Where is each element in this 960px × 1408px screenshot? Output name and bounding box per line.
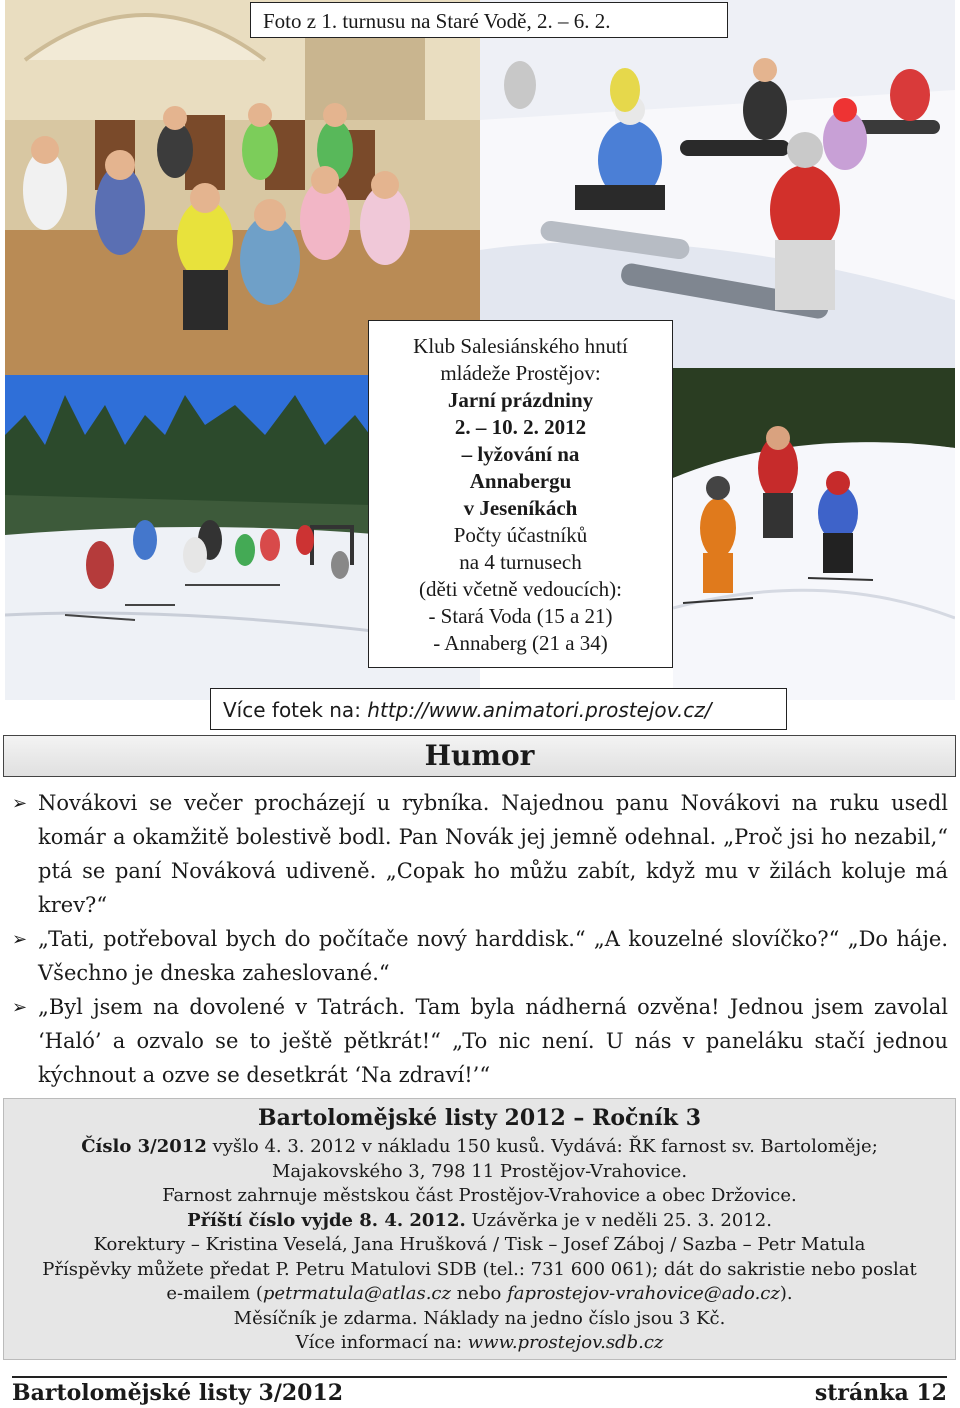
photo-indoor-children (5, 0, 480, 375)
email-line (4, 1282, 955, 1307)
address-line: Majakovského 3, 798 11 Prostějov-Vrahovice. (271, 1160, 688, 1182)
more-info-line (4, 1331, 955, 1356)
joke-item (12, 990, 948, 1092)
info-line-9: na 4 turnusech (459, 550, 582, 574)
credits-line: Korektury – Kristina Veselá, Jana Hrušková / Tisk – Josef Záboj / Sazba – Petr Matula (93, 1234, 866, 1255)
email-separator: nebo (451, 1283, 508, 1304)
more-photos-link[interactable]: http://www.animatori.prostejov.cz/ (367, 698, 712, 722)
page-footer (12, 1376, 947, 1408)
bullet-arrow-icon: ➢ (12, 997, 28, 1018)
joke-item (12, 786, 948, 922)
page-footer-title: Bartolomějské listy 3/2012 (12, 1380, 344, 1406)
info-line-10: (děti včetně vedoucích): (419, 577, 622, 601)
jokes-list (12, 786, 948, 1092)
deadline: Uzávěrka je v neděli 25. 3. 2012. (465, 1209, 772, 1231)
info-line-8: Počty účastníků (453, 523, 588, 547)
contrib-line: Příspěvky můžete předat P. Petru Matulovi SDB (tel.: 731 600 061); dát do sakristie nebo poslat (42, 1258, 917, 1280)
info-line-5: – lyžování na (461, 442, 580, 466)
next-issue-line (4, 1209, 955, 1234)
info-line-3: Jarní prázdniny (447, 388, 594, 412)
info-line-4: 2. – 10. 2. 2012 (454, 415, 587, 439)
email-link-2[interactable]: faprostejov-vrahovice@ado.cz (507, 1283, 780, 1304)
info-line-1: Klub Salesiánského hnutí (413, 334, 628, 358)
info-line-7: v Jeseníkách (463, 496, 578, 520)
issue-number: Číslo 3/2012 (81, 1136, 207, 1157)
bullet-arrow-icon: ➢ (12, 929, 28, 950)
joke-text: „Tati, potřeboval bych do počítače nový harddisk.“ „A kouzelné slovíčko?“ „Do háje. Všechno je dneska zaheslované.“ (38, 927, 948, 985)
publication-info-box (3, 1098, 956, 1360)
next-issue-date: Příští číslo vyjde 8. 4. 2012. (187, 1209, 466, 1231)
joke-text: Novákovi se večer procházejí u rybníka. Najednou panu Novákovi na ruku usedl komár a okamžitě bolestivě bodl. Pan Novák jej jemně odehnal. „Proč jsi ho nezabil,“ ptá se paní Nováková udiveně. „Copak ho můžu zabít, když mu v žilách koluje má krev?“ (38, 791, 948, 917)
more-photos-box (210, 688, 787, 730)
photo-skiers-slope (673, 368, 955, 700)
photo-caption: Foto z 1. turnusu na Staré Vodě, 2. – 6. 2. (250, 2, 728, 38)
info-line-2: mládeže Prostějov: (440, 361, 601, 385)
page-number: stránka 12 (814, 1380, 947, 1406)
photo-snowboarders (480, 0, 955, 368)
more-info-link[interactable]: www.prostejov.sdb.cz (467, 1332, 664, 1353)
parish-line: Farnost zahrnuje městskou část Prostějov-Vrahovice a obec Držovice. (162, 1185, 797, 1206)
free-line: Měsíčník je zdarma. Náklady na jedno číslo jsou 3 Kč. (233, 1307, 726, 1329)
info-line-11: - Stará Voda (15 a 21) (428, 604, 613, 628)
email-prefix: e-mailem ( (166, 1283, 263, 1304)
issue-details: vyšlo 4. 3. 2012 v nákladu 150 kusů. Vydává: ŘK farnost sv. Bartoloměje; (206, 1136, 878, 1157)
joke-item (12, 922, 948, 990)
info-line-12: - Annaberg (21 a 34) (433, 631, 608, 655)
joke-text: „Byl jsem na dovolené v Tatrách. Tam byla nádherná ozvěna! Jednou jsem zavolal ‘Haló’ a ozvalo se to ještě pětkrát!“ „To nic není. U nás v paneláku stačí jednou kýchnout a ozve se desetkrát ‘Na zdraví!’“ (38, 995, 948, 1087)
info-box (368, 320, 673, 668)
email-suffix: ). (779, 1283, 793, 1304)
more-photos-label: Více fotek na: (223, 698, 368, 722)
issue-line (4, 1135, 955, 1160)
email-link-1[interactable]: petrmatula@atlas.cz (262, 1283, 451, 1304)
publication-title: Bartolomějské listy 2012 – Ročník 3 (258, 1105, 701, 1131)
info-line-6: Annabergu (469, 469, 572, 493)
more-info-label: Více informací na: (295, 1332, 468, 1353)
humor-heading: Humor (3, 735, 956, 777)
bullet-arrow-icon: ➢ (12, 793, 28, 814)
